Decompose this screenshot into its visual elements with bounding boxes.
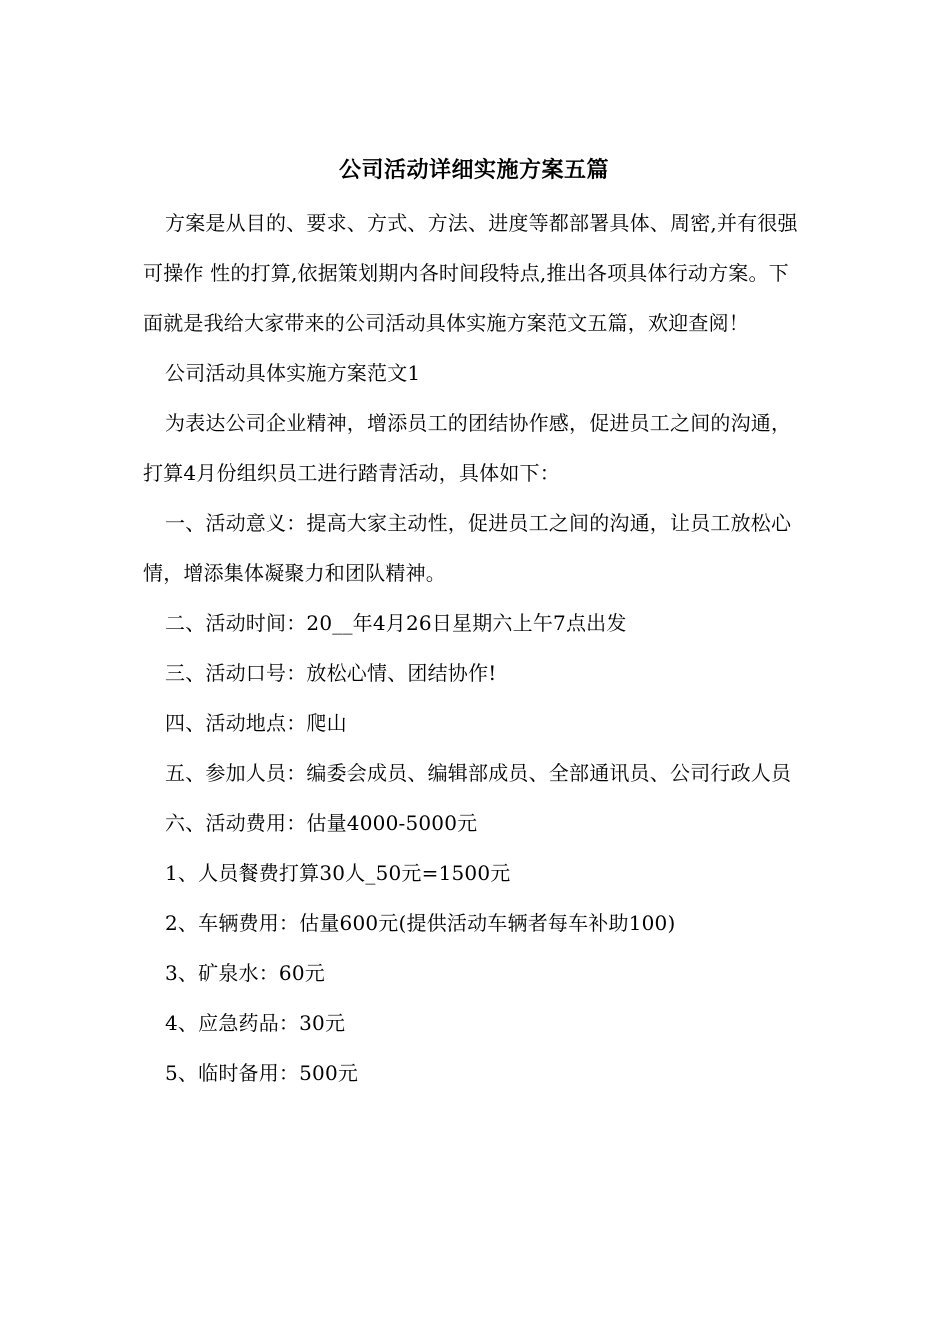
paragraph-cost-water: 3、矿泉水：60元 [165,961,325,985]
paragraph-activity-time: 二、活动时间：20__年4月26日星期六上午7点出发 [165,611,627,635]
document-title: 公司活动详细实施方案五篇 [338,157,609,183]
paragraph-cost-meals: 1、人员餐费打算30人_50元=1500元 [165,861,511,885]
paragraph-intro: 方案是从目的、要求、方式、方法、进度等都部署具体、周密,并有很强可操作 性的打算,依据策划期内各时间段特点,推出各项具体行动方案。下面就是我给大家带来的公司活动具体实施方案范文五篇，欢迎查阅！ [143,211,798,335]
paragraph-participants: 五、参加人员：编委会成员、编辑部成员、全部通讯员、公司行政人员 [165,761,792,785]
paragraph-activity-slogan: 三、活动口号：放松心情、团结协作! [165,661,497,685]
paragraph-cost-reserve: 5、临时备用：500元 [165,1061,359,1085]
document-body [143,148,805,1098]
paragraph-cost-vehicles: 2、车辆费用：估量600元(提供活动车辆者每车补助100) [165,911,676,935]
paragraph-cost-medicine: 4、应急药品：30元 [165,1011,346,1035]
paragraph-purpose: 为表达公司企业精神，增添员工的团结协作感，促进员工之间的沟通，打算4月份组织员工进行踏青活动，具体如下： [143,411,792,485]
paragraph-section-heading: 公司活动具体实施方案范文1 [165,361,421,385]
paragraph-activity-cost: 六、活动费用：估量4000-5000元 [165,811,478,835]
paragraph-activity-meaning: 一、活动意义：提高大家主动性，促进员工之间的沟通，让员工放松心情，增添集体凝聚力和团队精神。 [143,511,792,585]
paragraph-activity-location: 四、活动地点：爬山 [165,711,347,735]
